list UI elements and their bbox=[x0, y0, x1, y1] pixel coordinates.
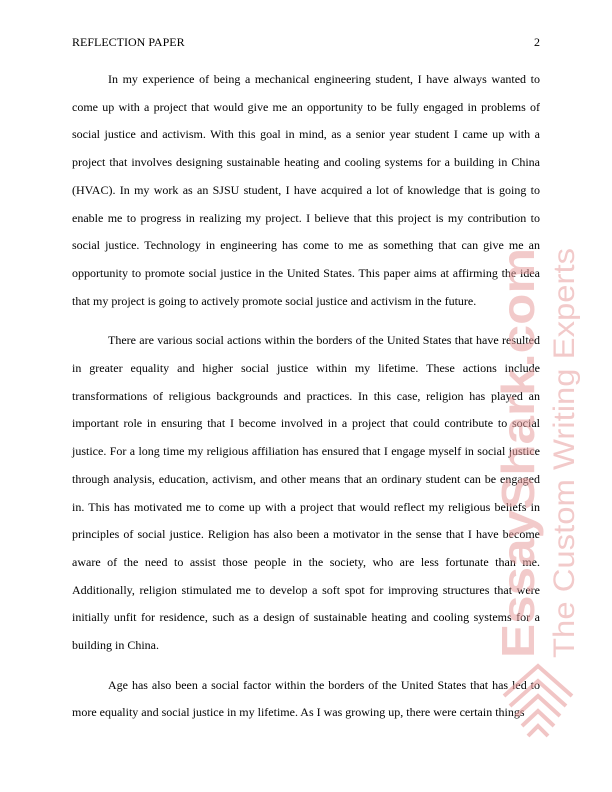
running-head-title: REFLECTION PAPER bbox=[72, 35, 185, 49]
page-number: 2 bbox=[534, 35, 540, 49]
watermark-brand: EssayShark.com bbox=[492, 289, 544, 658]
paragraph: In my experience of being a mechanical engineering student, I have always wanted to come up with a project that would give me an opportunity to be fully engaged in problems of social justice and activism. With this goal in mind, as a senior year student I came up with a project that involves designing sustainable heating and cooling systems for a building in China (HVAC). In my work as an SJSU student, I have acquired a lot of knowledge that is going to enable me to progress in realizing my project. I believe that this project is my contribution to social justice. Technology in engineering has come to me as something that can give me an opportunity to promote social justice in the United States. This paper aims at affirming the idea that my project is going to actively promote social justice and activism in the future. bbox=[72, 72, 540, 308]
paragraph: There are various social actions within the borders of the United States that have resulted in greater equality and higher social justice within my lifetime. These actions include transformations of religious backgrounds and practices. In this case, religion has played an important role in ensuring that I become involved in a project that could contribute to social justice. For a long time my religious affiliation has ensured that I engage myself in social justice through analysis, education, activism, and other means that an ordinary student can be engaged in. This has motivated me to come up with a project that would reflect my religious beliefs in principles of social justice. Religion has also been a motivator in the sense that I have become aware of the need to assist those people in the society, who are less fortunate than me. Additionally, religion stimulated me to develop a soft spot for improving structures that were initially unfit for residence, such as a design of sustainable heating and cooling systems for a building in China. bbox=[72, 333, 540, 653]
document-body bbox=[72, 66, 540, 739]
watermark-tagline: The Custom Writing Experts bbox=[548, 283, 581, 658]
paragraph: Age has also been a social factor within the borders of the United States that has led to more equality and social justice in my lifetime. As I was growing up, there were certain things bbox=[72, 677, 540, 720]
running-header bbox=[72, 34, 540, 50]
